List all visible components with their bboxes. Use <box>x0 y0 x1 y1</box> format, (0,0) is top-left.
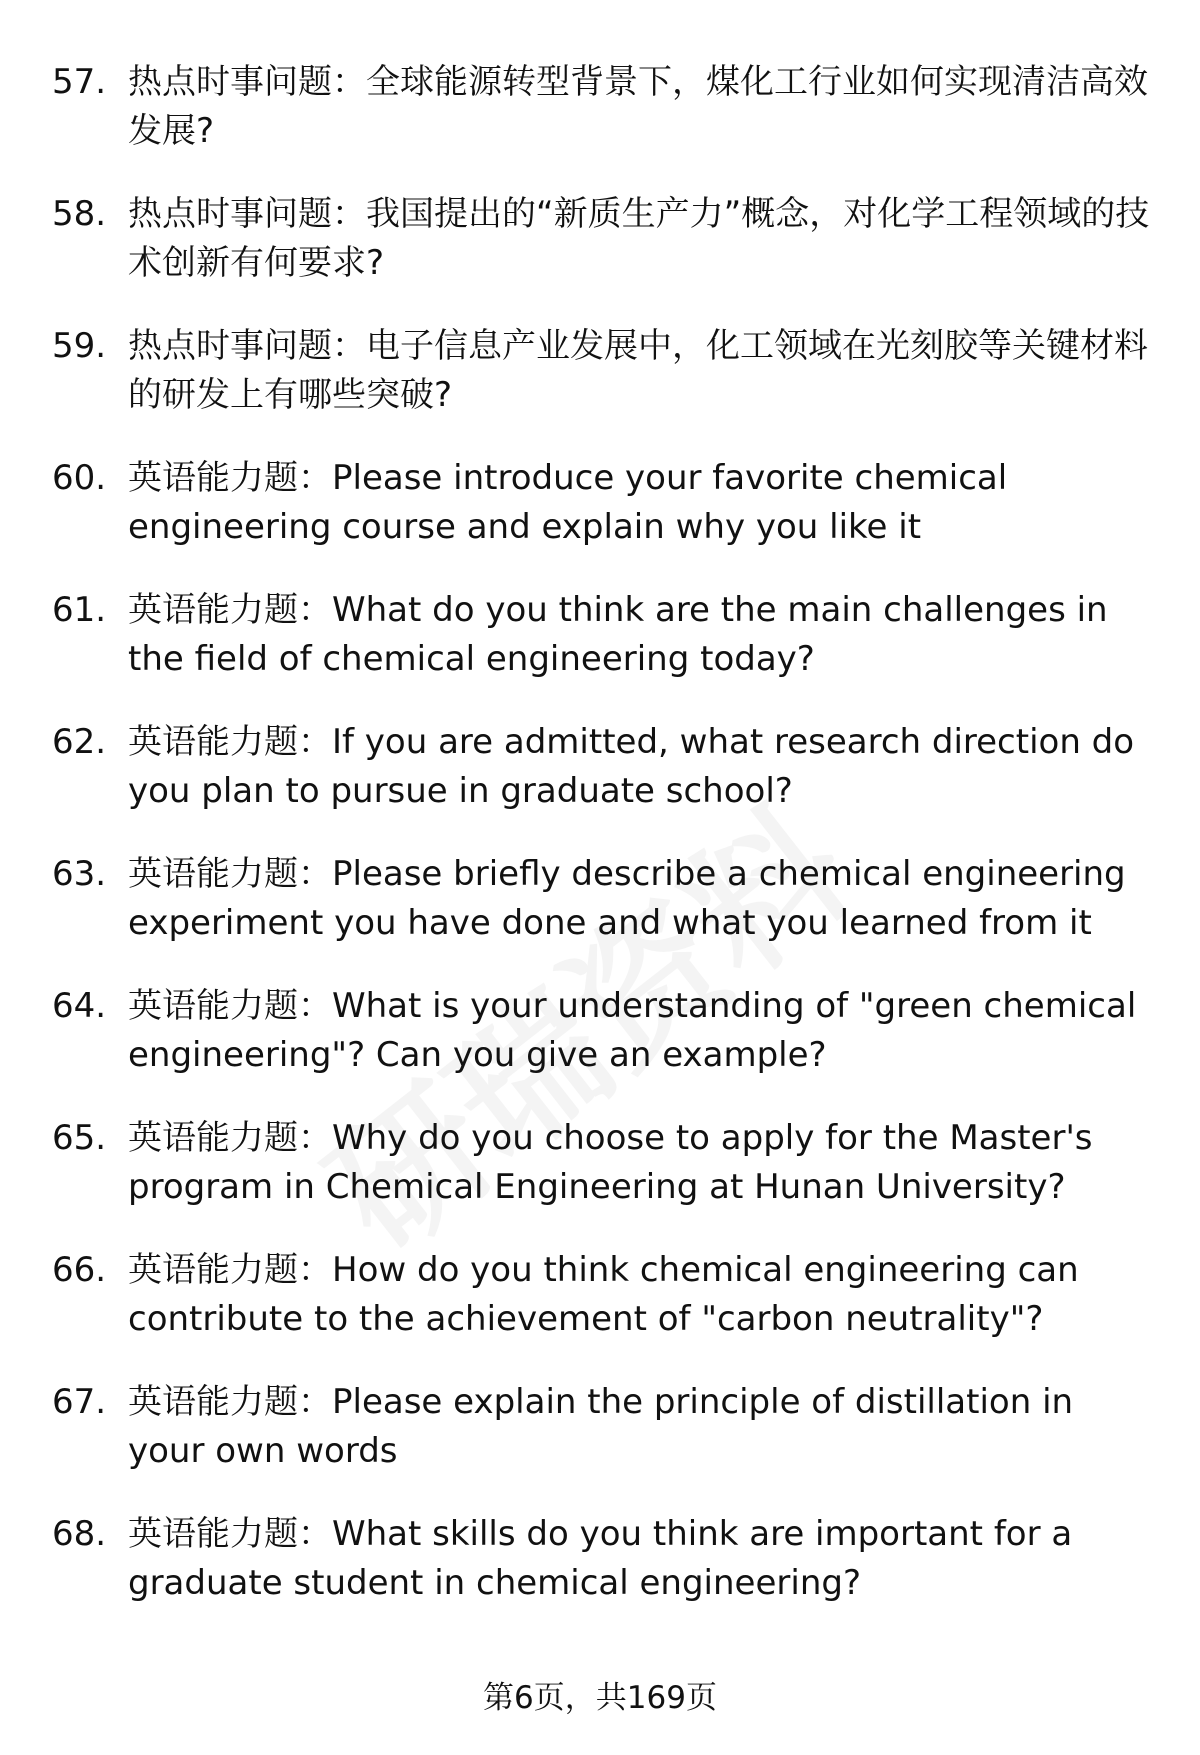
question-number: 65. <box>52 1118 107 1158</box>
question-text: 热点时事问题：电子信息产业发展中，化工领域在光刻胶等关键材料的研发上有哪些突破? <box>128 326 1148 415</box>
question-number: 66. <box>52 1250 107 1290</box>
question-item <box>0 454 1200 586</box>
question-number: 57. <box>52 62 107 102</box>
question-item <box>0 718 1200 850</box>
question-item <box>0 58 1200 190</box>
question-item <box>0 586 1200 718</box>
question-number: 59. <box>52 326 107 366</box>
question-text: 英语能力题：Why do you choose to apply for the Master's program in Chemical Engineering at Hunan University? <box>128 1118 1093 1207</box>
question-text: 热点时事问题：全球能源转型背景下，煤化工行业如何实现清洁高效发展? <box>128 62 1148 151</box>
question-item <box>0 1378 1200 1510</box>
question-item <box>0 1246 1200 1378</box>
question-list <box>0 58 1200 1642</box>
question-number: 68. <box>52 1514 107 1554</box>
question-number: 58. <box>52 194 107 234</box>
question-text: 英语能力题：Please introduce your favorite chemical engineering course and explain why you like it <box>128 458 1008 547</box>
question-number: 62. <box>52 722 107 762</box>
question-text: 英语能力题：Please explain the principle of distillation in your own words <box>128 1382 1074 1471</box>
question-item <box>0 1510 1200 1642</box>
question-text: 英语能力题：What is your understanding of "green chemical engineering"? Can you give an example? <box>128 986 1137 1075</box>
question-number: 61. <box>52 590 107 630</box>
question-text: 英语能力题：If you are admitted, what research direction do you plan to pursue in graduate school? <box>128 722 1135 811</box>
question-number: 64. <box>52 986 107 1026</box>
question-text: 英语能力题：What do you think are the main challenges in the field of chemical engineering today? <box>128 590 1108 679</box>
question-text: 英语能力题：Please briefly describe a chemical engineering experiment you have done and what you learned from it <box>128 854 1126 943</box>
question-number: 63. <box>52 854 107 894</box>
question-number: 67. <box>52 1382 107 1422</box>
question-item <box>0 322 1200 454</box>
question-item <box>0 190 1200 322</box>
question-item <box>0 1114 1200 1246</box>
question-item <box>0 850 1200 982</box>
question-number: 60. <box>52 458 107 498</box>
question-text: 英语能力题：How do you think chemical engineering can contribute to the achievement of "carbon neutrality"? <box>128 1250 1079 1339</box>
page-number-footer: 第6页，共169页 <box>483 1680 717 1716</box>
question-item <box>0 982 1200 1114</box>
question-text: 英语能力题：What skills do you think are important for a graduate student in chemical engineering? <box>128 1514 1073 1603</box>
question-text: 热点时事问题：我国提出的“新质生产力”概念，对化学工程领域的技术创新有何要求? <box>128 194 1150 283</box>
